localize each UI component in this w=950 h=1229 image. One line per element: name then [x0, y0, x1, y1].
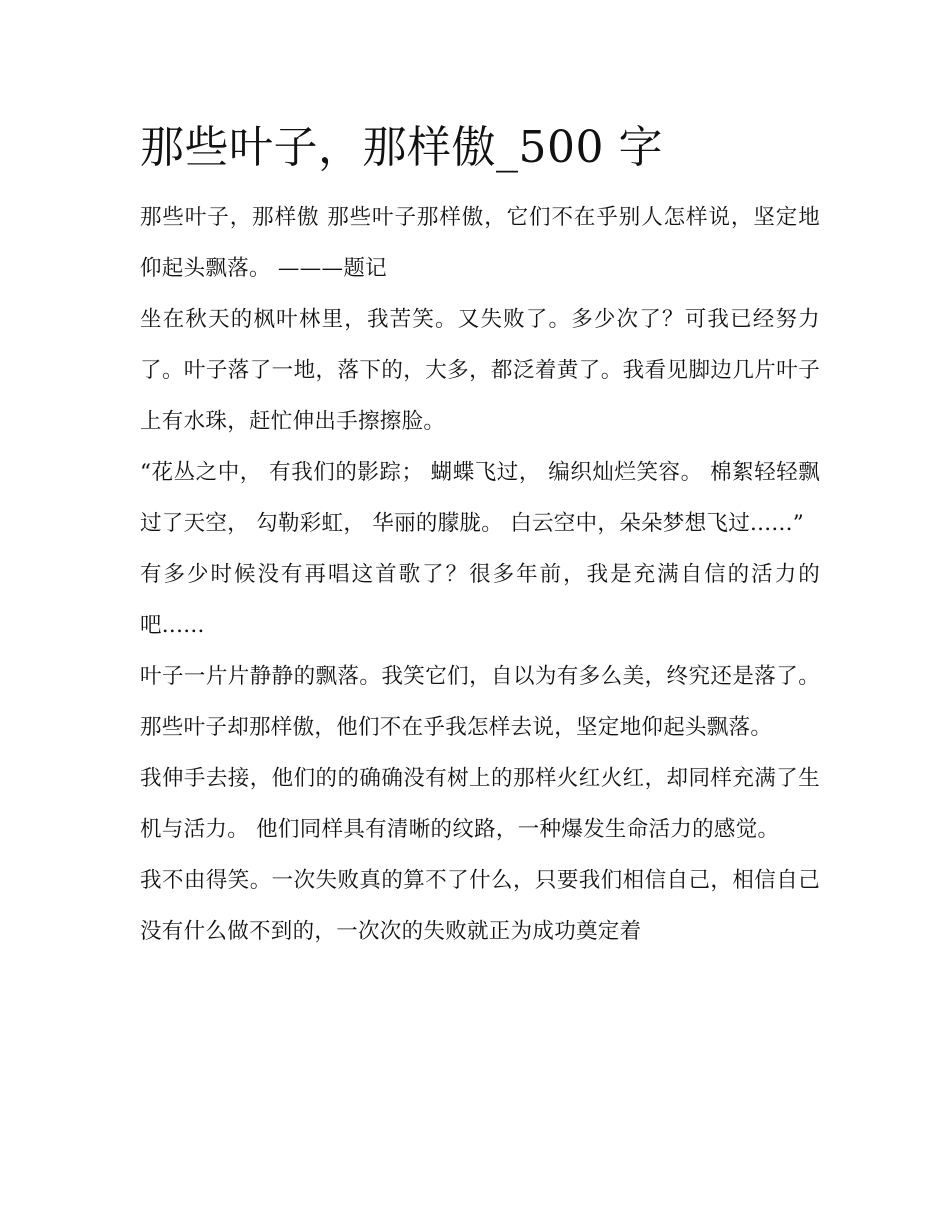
- paragraph: 我不由得笑。一次失败真的算不了什么，只要我们相信自己，相信自己没有什么做不到的，一次次的失败就正为成功奠定着: [140, 868, 820, 944]
- paragraph: 叶子一片片静静的飘落。我笑它们，自以为有多么美，终究还是落了。那些叶子却那样傲，他们不在乎我怎样去说，坚定地仰起头飘落。: [140, 664, 820, 740]
- article-body: [140, 118, 820, 957]
- paragraph: 我伸手去接，他们的的确确没有树上的那样火红火红，却同样充满了生机与活力。 他们同样具有清晰的纹路，一种爆发生命活力的感觉。: [140, 766, 820, 842]
- paragraph: 坐在秋天的枫叶林里，我苦笑。又失败了。多少次了？可我已经努力了。叶子落了一地，落下的，大多，都泛着黄了。我看见脚边几片叶子上有水珠，赶忙伸出手擦擦脸。: [140, 307, 820, 434]
- paragraph-song-lyrics: “花丛之中， 有我们的影踪； 蝴蝶飞过， 编织灿烂笑容。 棉絮轻轻飘过了天空， 勾勒彩虹， 华丽的朦胧。 白云空中，朵朵梦想飞过......”: [140, 460, 820, 536]
- paragraph-epigraph: 那些叶子，那样傲 那些叶子那样傲，它们不在乎别人怎样说，坚定地仰起头飘落。 ———题记: [140, 205, 820, 281]
- paragraph: 有多少时候没有再唱这首歌了？很多年前，我是充满自信的活力的吧......: [140, 562, 820, 638]
- article-title: 那些叶子，那样傲_500 字: [140, 122, 663, 173]
